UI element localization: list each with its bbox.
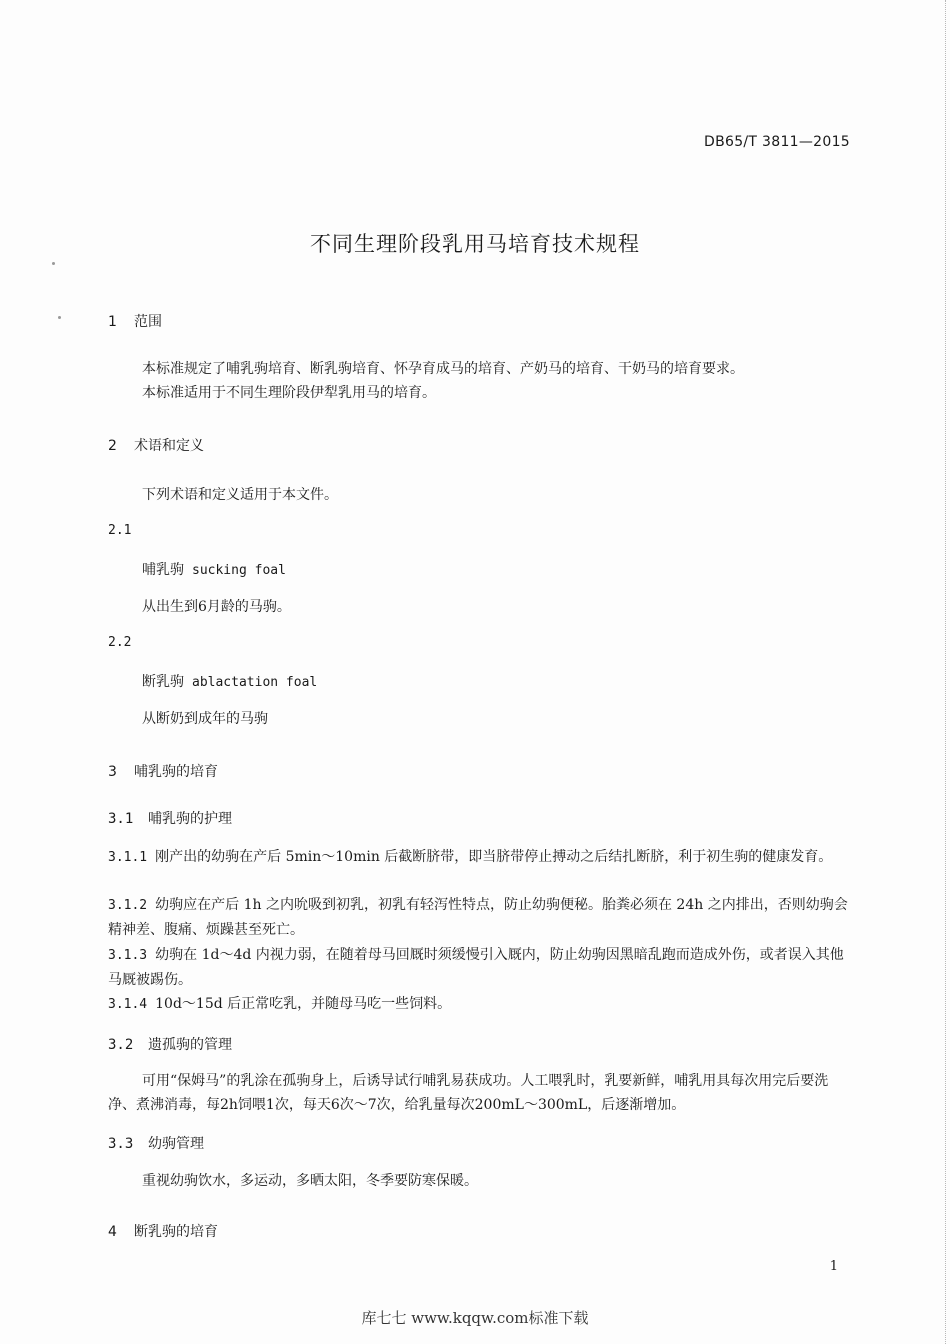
term-2-2-definition: 从断奶到成年的马驹 <box>142 711 268 727</box>
term-en: ablactation foal <box>192 675 318 690</box>
subsection-3-1-heading <box>108 808 232 828</box>
subsection-title: 哺乳驹的护理 <box>148 811 232 827</box>
term-2-1 <box>142 559 286 579</box>
section-4-heading <box>108 1221 218 1241</box>
term-cn: 断乳驹 <box>142 674 184 690</box>
clause-text: 幼驹在 1d～4d 内视力弱，在随着母马回厩时须缓慢引入厩内，防止幼驹因黑暗乱跑而造成外伤，或者误入其他马厩被踢伤。 <box>108 947 844 988</box>
section-title: 术语和定义 <box>134 438 204 454</box>
section-title: 范围 <box>134 314 162 330</box>
section-3-heading <box>108 761 218 781</box>
term-cn: 哺乳驹 <box>142 562 184 578</box>
section-1-heading <box>108 311 162 331</box>
subsection-3-3-heading <box>108 1133 204 1153</box>
page-number: 1 <box>829 1259 838 1274</box>
section-title: 断乳驹的培育 <box>134 1224 218 1240</box>
clause-number: 3.1.1 <box>108 850 148 865</box>
clause-3-1-3 <box>108 943 856 992</box>
term-2-1-id: 2.1 <box>108 523 132 538</box>
document-title: 不同生理阶段乳用马培育技术规程 <box>310 232 640 256</box>
section-number: 2 <box>108 438 117 454</box>
clause-number: 3.1.4 <box>108 997 148 1012</box>
section-2-heading <box>108 435 204 455</box>
clause-text: 刚产出的幼驹在产后 5min～10min 后截断脐带，即当脐带停止搏动之后结扎断脐，利于初生驹的健康发育。 <box>155 849 833 865</box>
clause-number: 3.1.2 <box>108 898 148 913</box>
scan-speck <box>58 316 61 319</box>
term-2-2-id: 2.2 <box>108 635 132 650</box>
section-number: 3 <box>108 764 117 780</box>
clause-number: 3.1.3 <box>108 948 148 963</box>
subsection-number: 3.1 <box>108 811 134 827</box>
clause-3-1-4 <box>108 992 856 1017</box>
footer-watermark: 库七七 www.kqqw.com标准下载 <box>361 1309 589 1327</box>
scope-paragraph-2: 本标准适用于不同生理阶段伊犁乳用马的培育。 <box>142 385 436 401</box>
subsection-number: 3.2 <box>108 1037 134 1053</box>
section-number: 4 <box>108 1224 117 1240</box>
subsection-title: 幼驹管理 <box>148 1136 204 1152</box>
clause-3-1-2 <box>108 893 856 942</box>
subsection-number: 3.3 <box>108 1136 134 1152</box>
term-2-2 <box>142 671 317 691</box>
clause-text: 10d～15d 后正常吃乳，并随母马吃一些饲料。 <box>155 996 452 1012</box>
scan-speck <box>52 262 55 265</box>
subsection-3-2-heading <box>108 1034 232 1054</box>
section-title: 哺乳驹的培育 <box>134 764 218 780</box>
scan-edge <box>945 0 946 1344</box>
clause-3-1-1 <box>108 845 856 870</box>
terms-intro: 下列术语和定义适用于本文件。 <box>142 487 338 503</box>
foal-management-paragraph: 重视幼驹饮水，多运动，多晒太阳，冬季要防寒保暖。 <box>142 1173 478 1189</box>
orphan-foal-paragraph: 可用“保姆马”的乳涂在孤驹身上，后诱导试行哺乳易获成功。人工喂乳时，乳要新鲜，哺乳用具每次用完后要洗净、煮沸消毒，每2h饲喂1次，每天6次～7次，给乳量每次200mL～300mL，后逐渐增加。 <box>108 1073 829 1113</box>
standard-code: DB65/T 3811—2015 <box>704 134 850 150</box>
scope-paragraph-1: 本标准规定了哺乳驹培育、断乳驹培育、怀孕育成马的培育、产奶马的培育、干奶马的培育要求。 <box>142 361 744 377</box>
subsection-title: 遗孤驹的管理 <box>148 1037 232 1053</box>
term-en: sucking foal <box>192 563 286 578</box>
clause-text: 幼驹应在产后 1h 之内吮吸到初乳，初乳有轻泻性特点，防止幼驹便秘。胎粪必须在 24h 之内排出，否则幼驹会精神差、腹痛、烦躁甚至死亡。 <box>108 897 848 938</box>
term-2-1-definition: 从出生到6月龄的马驹。 <box>142 599 291 615</box>
section-number: 1 <box>108 314 117 330</box>
